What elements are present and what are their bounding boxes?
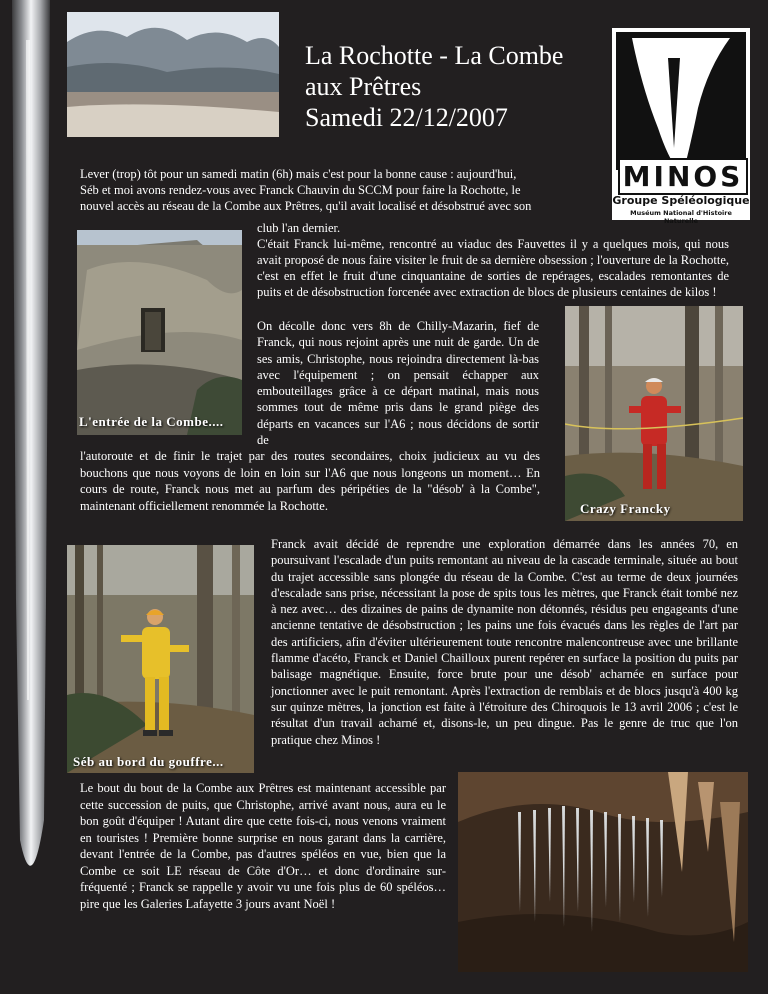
- intro-line-1: Lever (trop) tôt pour un samedi matin (6h) mais c'est pour la bonne cause : aujourd'hui,: [80, 167, 517, 181]
- intro-paragraph: [80, 166, 600, 214]
- paragraph-5: Le bout du bout de la Combe aux Prêtres est maintenant accessible par cette succession de puits, que Christophe, arrivé avant nous, aura eu le bon goût d'équiper ! Autant dire que cette fois-ci, nous venons vraiment en touristes ! Première bonne surprise en nous garant dans la carrière, devant l'entrée de la Combe, pas d'autres spéléos en vue, bien que la Combe ce soit LE réseau de Côte d'Or… et donc d'ordinaire sur-fréquenté ; Franck se rappelle y avoir vu une fois plus de 60 spéléos… pire que les Galeries Lafayette 3 jours avant Noël !: [80, 781, 446, 911]
- title-line-2: aux Prêtres: [305, 72, 422, 101]
- title-line-3: Samedi 22/12/2007: [305, 103, 508, 132]
- caption-franck: Crazy Francky: [580, 501, 671, 516]
- caption-entrance: L'entrée de la Combe....: [79, 414, 224, 429]
- caption-seb: Séb au bord du gouffre...: [73, 754, 224, 769]
- intro-line-2: Séb et moi avons rendez-vous avec Franck Chauvin du SCCM pour faire la Rochotte, le: [80, 183, 521, 197]
- title-line-1: La Rochotte - La Combe: [305, 41, 564, 70]
- paragraph-2: C'était Franck lui-même, rencontré au viaduc des Fauvettes il y a quelques mois, qui nous avait proposé de nous faire visiter le fruit de sa dernière obsession ; l'ouverture de la Rochotte, c'est en effet le fruit d'une cinquantaine de sorties de repérages, escalades remontantes de puits et de désobstruction forcenée avec extraction de blocs de plusieurs centaines de kilos !: [257, 237, 729, 299]
- minos-logo: [612, 28, 750, 225]
- paragraph-4: Franck avait décidé de reprendre une exploration démarrée dans les années 70, en poursuivant l'escalade d'un puits remontant au niveau de la cascade terminale, située au bout du trajet accessible sans plongée du réseau de la Combe. C'est au terme de deux journées d'escalade sans prise, nécessitant la pose de spits tous les mètres, que Franck était tombé nez à nez avec… des dizaines de pains de dynamite non détonnés, résidus peu engageants d'une ancienne tentative de désobstruction ; les pains une fois évacués dans les règles de l'art par des artificiers, afin d'éviter ultérieurement toute rencontre malencontreuse avec une brillante flamme d'acéto, Franck et Daniel Chailloux purent repérer en surface la position du puits par balisage magnétique. Ensuite, force brute pour une désob' acharnée en surface pour jonctionner avec le puit remontant. Après l'extraction de remblais et de blocs jusqu'à 400 kg sur quinze mètres, la jonction est faite à l'étroiture des Chiroquois le 13 avril 2006 ; c'est le résultat d'un travail acharné et, disons-le, un peu dingue. Pas le genre de truc que l'on pratique chez Minos !: [271, 537, 738, 747]
- paragraph-3-full: l'autoroute et de finir le trajet par des routes secondaires, choix judicieux au vu des bouchons que nous voyons de loin en loin sur l'A6 que nous longeons un moment… En cours de route, Franck nous met au parfum des péripéties de la "désob' à la Combe", maintenant officiellement renommée la Rochotte.: [80, 449, 540, 513]
- frosty-landscape-photo: [67, 12, 279, 137]
- page-title: [305, 40, 605, 133]
- entrance-photo: [77, 230, 242, 435]
- franck-photo: [565, 306, 743, 521]
- intro-line-3: nouvel accès au réseau de la Combe aux Prêtres, qu'il avait localisé et désobstrué avec son: [80, 199, 532, 213]
- paragraph-continuation: [257, 220, 729, 300]
- logo-name: MINOS: [618, 158, 748, 195]
- logo-subtitle: Groupe Spéléologique: [612, 194, 750, 207]
- paragraph-3-side: On décolle donc vers 8h de Chilly-Mazarin, fief de Franck, qui nous rejoint après une nuit de garde. Un de ses amis, Christophe, nous rejoindra directement là-bas avec l'équipement ; on pensait échapper aux embouteillages grâce à ce départ matinal, mais nous sommes tout de même pris dans le grand piège des départs en vacances sur l'A6 ; nous décidons de sortir de: [257, 319, 539, 448]
- seb-photo: [67, 545, 254, 773]
- icicle-strip: [8, 0, 54, 890]
- cave-stalactites-photo: [458, 772, 748, 972]
- logo-institution: Muséum National d'Histoire Naturelle: [630, 209, 732, 225]
- intro-continuation: club l'an dernier.: [257, 221, 341, 235]
